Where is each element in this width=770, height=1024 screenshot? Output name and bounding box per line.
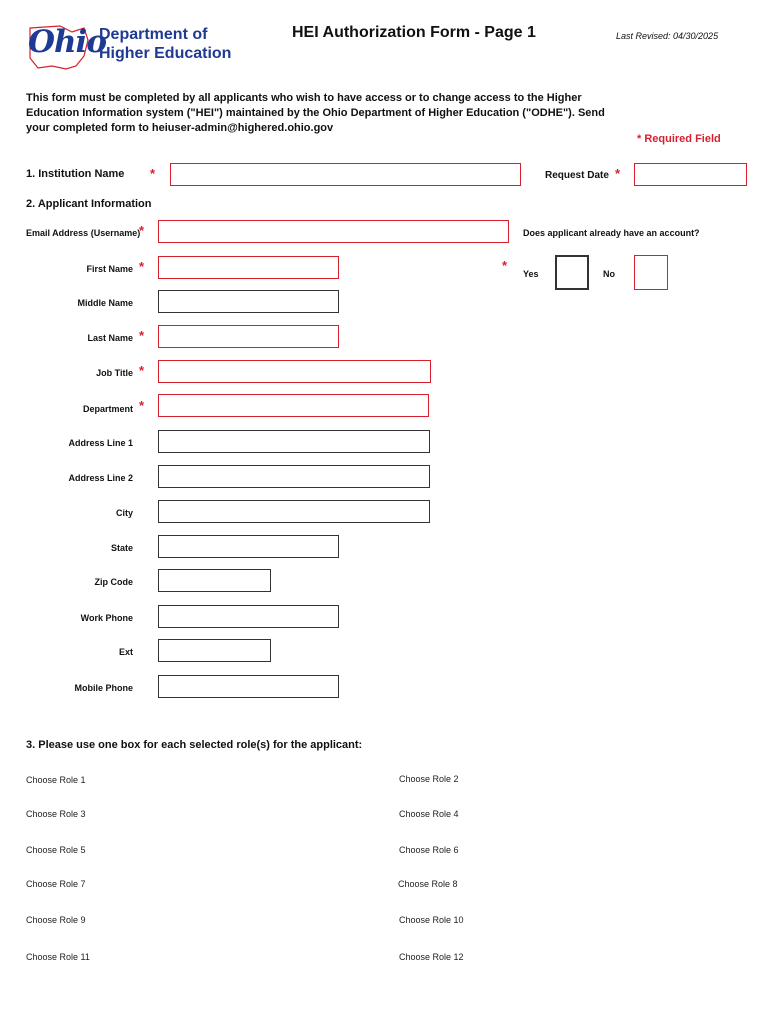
middle-name-label: Middle Name <box>77 298 133 308</box>
role-dropdown-7[interactable]: Choose Role 7 <box>26 879 86 889</box>
intro-text <box>26 91 626 136</box>
institution-name-input[interactable] <box>170 163 521 186</box>
mobile-phone-label: Mobile Phone <box>74 683 133 693</box>
first-name-input[interactable] <box>158 256 339 279</box>
intro-line-3: your completed form to heiuser-admin@highered.ohio.gov <box>26 122 334 134</box>
address-line-1-input[interactable] <box>158 430 430 453</box>
zip-code-label: Zip Code <box>94 577 133 587</box>
role-dropdown-12[interactable]: Choose Role 12 <box>399 952 464 962</box>
required-marker: * <box>139 328 145 343</box>
first-name-label: First Name <box>86 264 133 274</box>
role-dropdown-11[interactable]: Choose Role 11 <box>26 952 90 962</box>
logo-text <box>99 25 231 63</box>
required-marker: * <box>139 223 145 238</box>
state-label: State <box>110 543 133 553</box>
job-title-input[interactable] <box>158 360 431 383</box>
page-title: HEI Authorization Form - Page 1 <box>292 24 536 41</box>
work-phone-input[interactable] <box>158 605 339 628</box>
applicant-information-heading: 2. Applicant Information <box>26 198 152 210</box>
role-dropdown-4[interactable]: Choose Role 4 <box>399 809 459 819</box>
role-dropdown-3[interactable]: Choose Role 3 <box>26 809 86 819</box>
role-dropdown-1[interactable]: Choose Role 1 <box>26 775 86 785</box>
ext-input[interactable] <box>158 639 271 662</box>
intro-line-2: Education Information system ("HEI") maintained by the Ohio Department of Higher Education ("ODHE"). Send <box>26 107 605 119</box>
city-label: City <box>115 508 133 518</box>
role-dropdown-2[interactable]: Choose Role 2 <box>399 774 459 784</box>
institution-name-label: 1. Institution Name <box>26 168 125 180</box>
department-input[interactable] <box>158 394 429 417</box>
middle-name-input[interactable] <box>158 290 339 313</box>
required-field-note: * Required Field <box>637 133 721 145</box>
address-line-2-label: Address Line 2 <box>68 473 133 483</box>
intro-line-1: This form must be completed by all applicants who wish to have access or to change access to the Higher <box>26 92 582 104</box>
role-dropdown-5[interactable]: Choose Role 5 <box>26 845 86 855</box>
yes-label: Yes <box>523 269 539 279</box>
department-label: Department <box>82 404 133 414</box>
logo-line-1: Department of <box>99 26 208 43</box>
job-title-label: Job Title <box>96 368 133 378</box>
logo-ohio-word: Ohio <box>28 24 106 60</box>
account-question: Does applicant already have an account? <box>523 228 700 238</box>
city-input[interactable] <box>158 500 430 523</box>
logo-line-2: Higher Education <box>99 45 232 62</box>
odhe-logo <box>22 22 232 74</box>
state-input[interactable] <box>158 535 339 558</box>
no-label: No <box>603 269 615 279</box>
required-marker: * <box>502 258 508 273</box>
required-marker: * <box>150 166 156 181</box>
role-dropdown-9[interactable]: Choose Role 9 <box>26 915 86 925</box>
work-phone-label: Work Phone <box>80 613 133 623</box>
request-date-input[interactable] <box>634 163 747 186</box>
yes-checkbox[interactable] <box>555 255 589 290</box>
role-dropdown-8[interactable]: Choose Role 8 <box>398 879 458 889</box>
role-dropdown-10[interactable]: Choose Role 10 <box>399 915 464 925</box>
address-line-1-label: Address Line 1 <box>68 438 133 448</box>
required-marker: * <box>139 398 145 413</box>
roles-heading: 3. Please use one box for each selected role(s) for the applicant: <box>26 739 363 751</box>
role-dropdown-6[interactable]: Choose Role 6 <box>399 845 459 855</box>
required-marker: * <box>139 363 145 378</box>
email-input[interactable] <box>158 220 509 243</box>
mobile-phone-input[interactable] <box>158 675 339 698</box>
no-checkbox[interactable] <box>634 255 668 290</box>
email-label: Email Address (Username) <box>26 228 141 238</box>
request-date-label: Request Date <box>545 170 609 181</box>
last-name-input[interactable] <box>158 325 339 348</box>
address-line-2-input[interactable] <box>158 465 430 488</box>
required-marker: * <box>615 166 621 181</box>
last-name-label: Last Name <box>87 333 133 343</box>
ext-label: Ext <box>118 647 133 657</box>
last-revised: Last Revised: 04/30/2025 <box>616 31 719 41</box>
zip-code-input[interactable] <box>158 569 271 592</box>
required-marker: * <box>139 259 145 274</box>
